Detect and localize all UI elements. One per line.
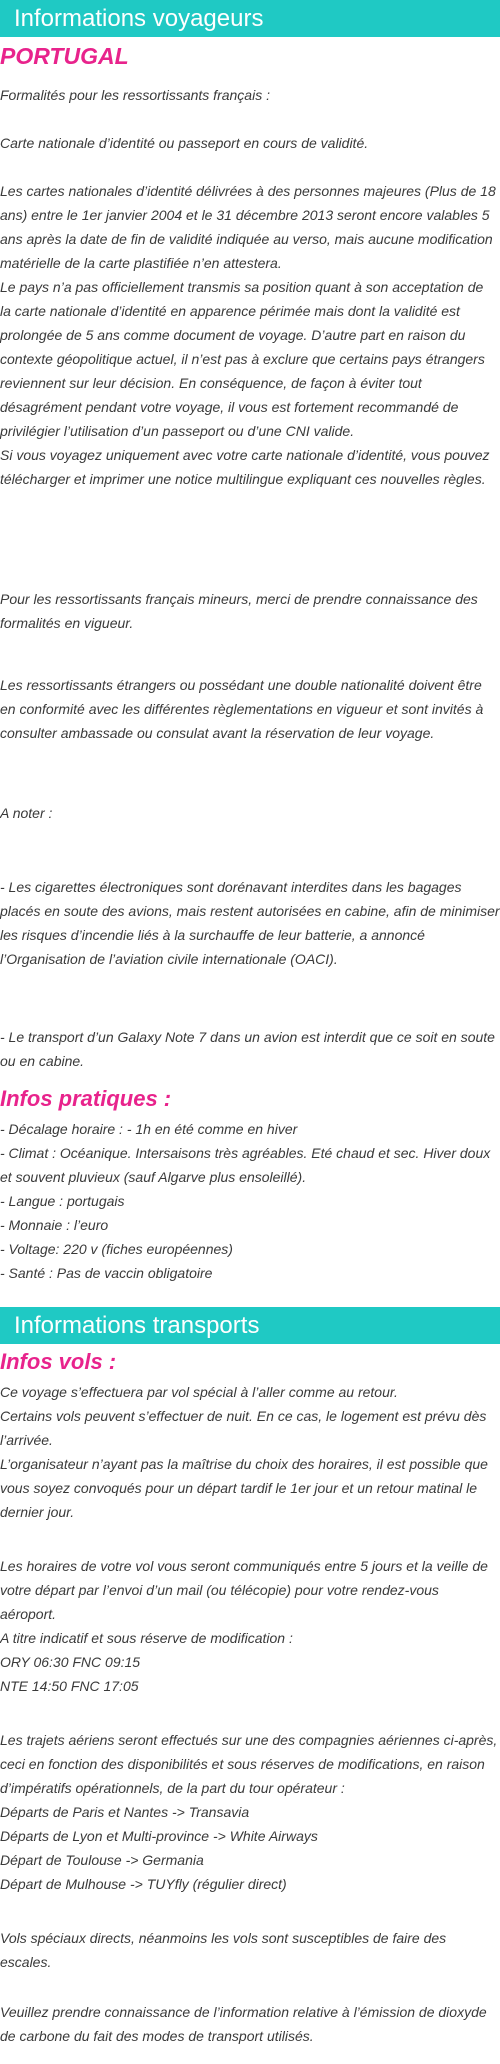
cni-paragraph bbox=[0, 179, 500, 587]
list-item: - Climat : Océanique. Intersaisons très agréables. Eté chaud et sec. Hiver doux bbox=[0, 1145, 491, 1161]
cigarettes-text bbox=[0, 875, 500, 971]
text-line: - Les cigarettes électroniques sont dorénavant interdites dans les bagages bbox=[0, 879, 462, 895]
text-line: placés en soute des avions, mais restent autorisées en cabine, afin de minimiser bbox=[0, 903, 500, 919]
text-line: désagrément pendant votre voyage, il vous est fortement recommandé de bbox=[0, 399, 459, 415]
cni-title bbox=[0, 131, 500, 179]
text-line: Ce voyage s’effectuera par vol spécial à l’aller comme au retour. bbox=[0, 1384, 398, 1400]
text-line: Les cartes nationales d’identité délivrées à des personnes majeures (Plus de 18 bbox=[0, 183, 496, 199]
flight-schedule-line: ORY 06:30 FNC 09:15 bbox=[0, 1654, 141, 1670]
infos-pratiques-heading: Infos pratiques : bbox=[0, 1086, 172, 1111]
mineurs-text bbox=[0, 587, 500, 635]
text-line: télécharger et imprimer une notice multilingue expliquant ces nouvelles règles. bbox=[0, 471, 486, 487]
country-heading: PORTUGAL bbox=[0, 43, 129, 69]
text-line: formalités en vigueur. bbox=[0, 615, 134, 631]
infos-vols-heading: Infos vols : bbox=[0, 1349, 117, 1374]
text-line: ceci en fonction des disponibilités et sous réserves de modifications, en raison bbox=[0, 1756, 485, 1772]
horaires-text bbox=[0, 1554, 500, 1698]
text-line: de carbone du fait des modes de transport utilisés. bbox=[0, 2028, 314, 2044]
text-line: A titre indicatif et sous réserve de modification : bbox=[0, 1630, 293, 1646]
text-line: privilégier l’utilisation d’un passeport ou d’une CNI valide. bbox=[0, 423, 355, 439]
a-noter bbox=[0, 801, 500, 875]
airline-line: Départ de Toulouse -> Germania bbox=[0, 1852, 204, 1868]
text-line: votre départ par l’envoi d’un mail (ou télécopie) pour votre rendez-vous bbox=[0, 1582, 439, 1598]
co2-text bbox=[0, 2000, 500, 2048]
galaxy-text bbox=[0, 1025, 500, 1073]
text-line: Le pays n’a pas officiellement transmis sa position quant à son acceptation de bbox=[0, 279, 484, 295]
text-line: ou en cabine. bbox=[0, 1053, 85, 1069]
etrangers-text bbox=[0, 673, 500, 745]
airline-line: Départs de Paris et Nantes -> Transavia bbox=[0, 1804, 250, 1820]
text-line: l’Organisation de l’aviation civile internationale (OACI). bbox=[0, 951, 338, 967]
text-line: reviennent sur leur décision. En conséquence, de façon à éviter tout bbox=[0, 375, 422, 391]
section-banner-transports: Informations transports bbox=[0, 1307, 500, 1344]
text-line: Les horaires de votre vol vous seront communiqués entre 5 jours et la veille de bbox=[0, 1558, 488, 1574]
text-line: la carte nationale d’identité en apparence périmée mais dont la validité est bbox=[0, 303, 460, 319]
list-item: - Voltage: 220 v (fiches européennes) bbox=[0, 1241, 233, 1257]
text-line: Veuillez prendre connaissance de l’information relative à l’émission de dioxyde bbox=[0, 2004, 487, 2020]
compagnies-text bbox=[0, 1728, 500, 1896]
text-line: vous soyez convoqués pour un départ tardif le 1er jour et un retour matinal le bbox=[0, 1480, 478, 1496]
text-line: aéroport. bbox=[0, 1606, 57, 1622]
text-line: Certains vols peuvent s’effectuer de nuit. En ce cas, le logement est prévu dès bbox=[0, 1408, 487, 1424]
text-line: les risques d’incendie liés à la surchauffe de leur batterie, a annoncé bbox=[0, 927, 425, 943]
text-line: ans après la date de fin de validité indiquée au verso, mais aucune modification bbox=[0, 231, 493, 247]
formalites-intro-text: Formalités pour les ressortissants français : bbox=[0, 87, 270, 103]
etrangers-paragraph bbox=[0, 673, 500, 801]
infos-pratiques-list bbox=[0, 1117, 500, 1307]
text-line: en conformité avec les différentes règlementations en vigueur et sont invités à bbox=[0, 701, 484, 717]
list-item: - Monnaie : l’euro bbox=[0, 1217, 109, 1233]
compagnies-paragraph bbox=[0, 1728, 500, 1926]
airline-line: Départ de Mulhouse -> TUYfly (régulier direct) bbox=[0, 1876, 287, 1892]
text-line: d’impératifs opérationnels, de la part du tour opérateur : bbox=[0, 1780, 345, 1796]
list-item: - Santé : Pas de vaccin obligatoire bbox=[0, 1265, 213, 1281]
text-line: l’arrivée. bbox=[0, 1432, 53, 1448]
text-line: dernier jour. bbox=[0, 1504, 75, 1520]
flight-schedule-line: NTE 14:50 FNC 17:05 bbox=[0, 1678, 139, 1694]
text-line: prolongée de 5 ans comme document de voyage. D’autre part en raison du bbox=[0, 327, 466, 343]
a-noter-text: A noter : bbox=[0, 805, 53, 821]
section-banner-voyageurs: Informations voyageurs bbox=[0, 0, 500, 37]
mineurs-paragraph bbox=[0, 587, 500, 673]
text-line: L’organisateur n’ayant pas la maîtrise du choix des horaires, il est possible que bbox=[0, 1456, 488, 1472]
vols-intro-text bbox=[0, 1380, 500, 1524]
text-line: consulter ambassade ou consulat avant la réservation de leur voyage. bbox=[0, 725, 435, 741]
escales-text: Vols spéciaux directs, néanmoins les vols sont susceptibles de faire des escales. bbox=[0, 1930, 447, 1970]
text-line: Les ressortissants étrangers ou possédant une double nationalité doivent être bbox=[0, 677, 482, 693]
cigarettes-paragraph bbox=[0, 875, 500, 1025]
co2-paragraph bbox=[0, 2000, 500, 2050]
escales-paragraph bbox=[0, 1926, 500, 2000]
infos-pratiques-text bbox=[0, 1117, 500, 1285]
list-item: - Décalage horaire : - 1h en été comme en hiver bbox=[0, 1121, 298, 1137]
galaxy-paragraph bbox=[0, 1025, 500, 1081]
airline-line: Départs de Lyon et Multi-province -> White Airways bbox=[0, 1828, 318, 1844]
text-line: contexte géopolitique actuel, il n’est pas à exclure que certains pays étrangers bbox=[0, 351, 485, 367]
text-line: Pour les ressortissants français mineurs, merci de prendre connaissance des bbox=[0, 591, 478, 607]
text-line: ans) entre le 1er janvier 2004 et le 31 décembre 2013 seront encore valables 5 bbox=[0, 207, 490, 223]
list-item: et souvent pluvieux (sauf Algarve plus ensoleillé). bbox=[0, 1169, 307, 1185]
formalites-intro bbox=[0, 83, 500, 131]
horaires-paragraph bbox=[0, 1554, 500, 1728]
text-line: matérielle de la carte plastifiée n’en attestera. bbox=[0, 255, 282, 271]
vols-intro-paragraph bbox=[0, 1380, 500, 1554]
text-line: - Le transport d’un Galaxy Note 7 dans un avion est interdit que ce soit en soute bbox=[0, 1029, 495, 1045]
list-item: - Langue : portugais bbox=[0, 1193, 125, 1209]
text-line: Si vous voyagez uniquement avec votre carte nationale d’identité, vous pouvez bbox=[0, 447, 490, 463]
cni-title-text: Carte nationale d’identité ou passeport en cours de validité. bbox=[0, 135, 369, 151]
text-line: Les trajets aériens seront effectués sur une des compagnies aériennes ci-après, bbox=[0, 1732, 498, 1748]
cni-paragraph-text bbox=[0, 179, 500, 491]
